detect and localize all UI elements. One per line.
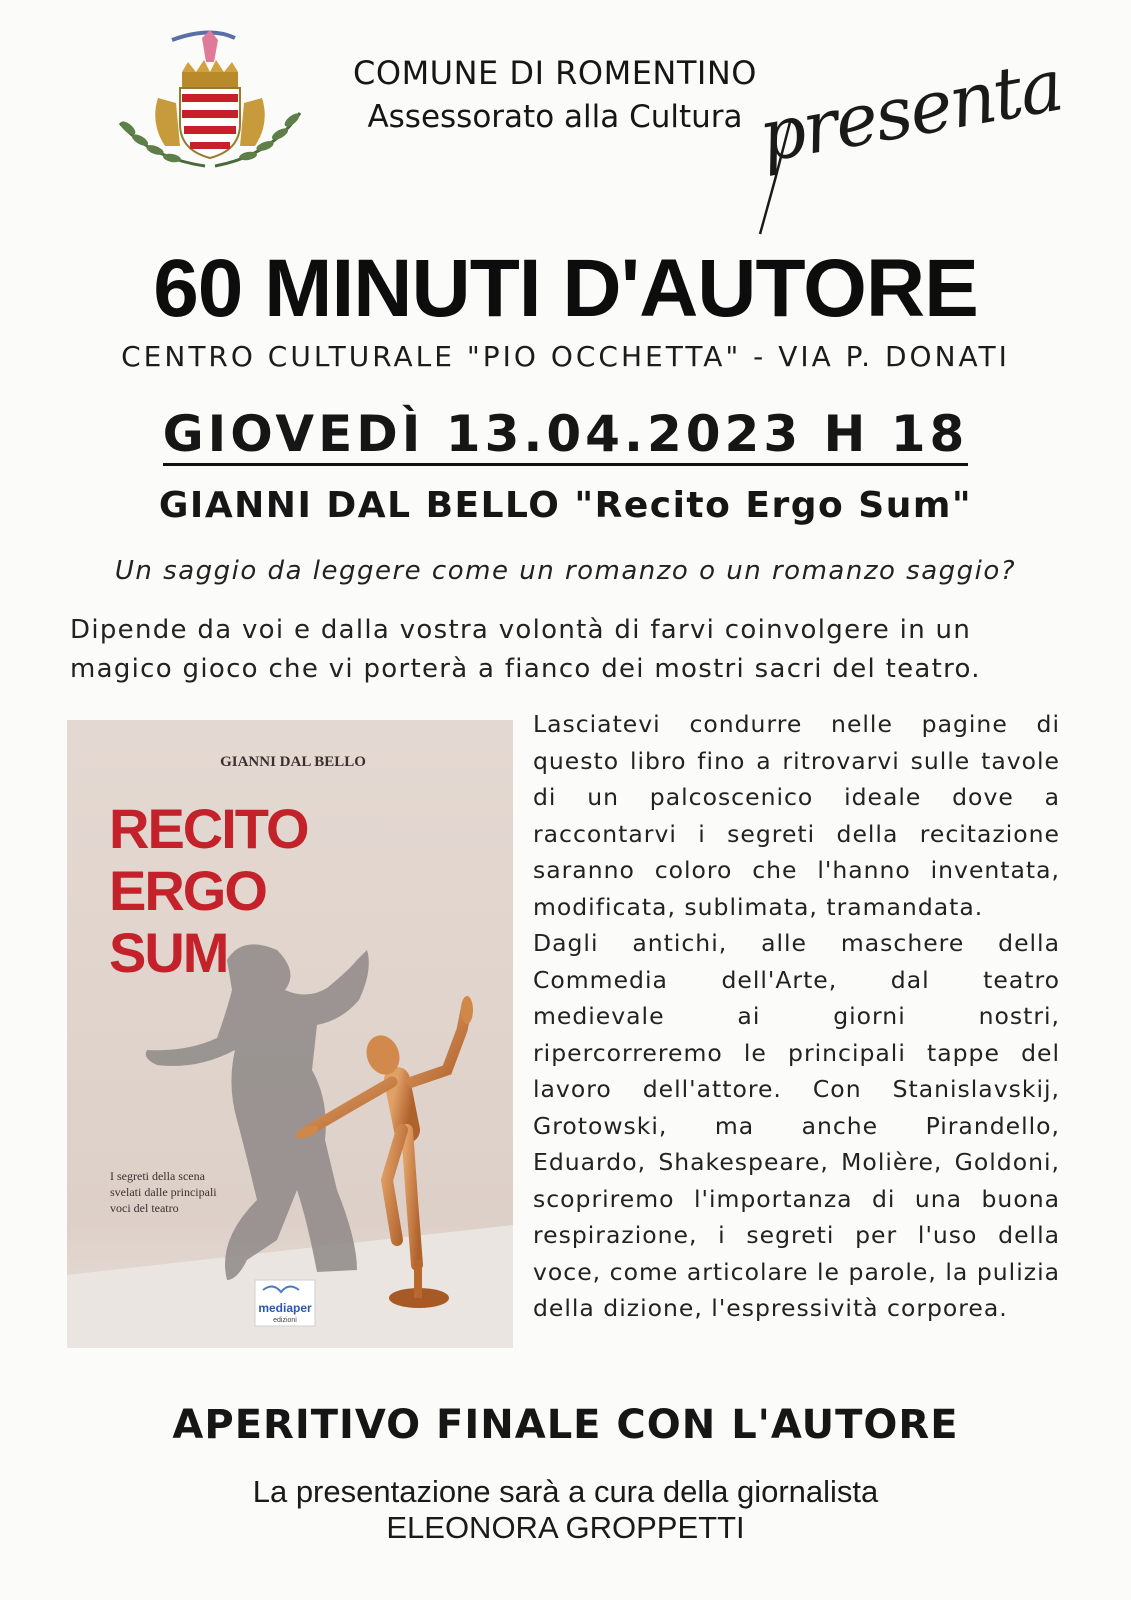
curator-info — [0, 1474, 1131, 1546]
book-subtitle-line-2: svelati dalle principali — [110, 1185, 217, 1199]
event-title: 60 MINUTI D'AUTORE — [153, 243, 978, 334]
org-name: COMUNE DI ROMENTINO — [353, 54, 757, 92]
book-description — [533, 706, 1060, 1327]
book-title-line-1: RECITO — [109, 797, 308, 860]
org-department: Assessorato alla Cultura — [367, 99, 743, 135]
author-and-book: GIANNI DAL BELLO "Recito Ergo Sum" — [158, 485, 973, 526]
curator-name: ELEONORA GROPPETTI — [386, 1510, 745, 1545]
book-title-line-2: ERGO — [109, 859, 266, 922]
event-venue: CENTRO CULTURALE "PIO OCCHETTA" - VIA P. DONATI — [121, 340, 1010, 373]
book-subtitle-line-3: voci del teatro — [110, 1201, 179, 1215]
intro-text: Dipende da voi e dalla vostra volontà di farvi coinvolgere in un magico gioco che vi porterà a fianco dei mostri sacri del teatro. — [70, 615, 981, 684]
curator-line-1: La presentazione sarà a cura della giornalista — [252, 1474, 879, 1509]
book-subtitle-line-1: I segreti della scena — [110, 1169, 205, 1183]
tagline: Un saggio da leggere come un romanzo o un romanzo saggio? — [114, 556, 1017, 586]
event-date-text: GIOVEDÌ 13.04.2023 H 18 — [163, 405, 969, 466]
presenta-script: presenta — [752, 42, 1068, 179]
publisher-name: mediaper — [258, 1301, 312, 1315]
book-cover — [67, 720, 513, 1348]
aperitivo-heading: APERITIVO FINALE CON L'AUTORE — [172, 1402, 959, 1448]
description-paragraph-2: Dagli antichi, alle maschere della Commedia dell'Arte, dal teatro medievale ai giorni nostri, ripercorreremo le principali tappe del lavoro dell'attore. Con Stanislavskij, Grotowski, ma anche Pirandello, Eduardo, Shakespeare, Molière, Goldoni, scopriremo l'importanza di una buona respirazione, i segreti per l'uso della voce, come articolare le parole, la pulizia della dizione, l'espressività corporea. — [533, 929, 1060, 1322]
publisher-sub: edizioni — [273, 1317, 297, 1324]
description-paragraph-1: Lasciatevi condurre nelle pagine di questo libro fino a ritrovarvi sulle tavole di un palcoscenico ideale dove a raccontarvi i segreti della recitazione saranno coloro che l'hanno inventata, modificata, sublimata, tramandata. — [533, 710, 1060, 921]
event-date — [0, 405, 1131, 463]
book-author: GIANNI DAL BELLO — [220, 754, 366, 770]
book-title-line-3: SUM — [109, 921, 228, 984]
municipal-crest-icon — [110, 28, 310, 173]
